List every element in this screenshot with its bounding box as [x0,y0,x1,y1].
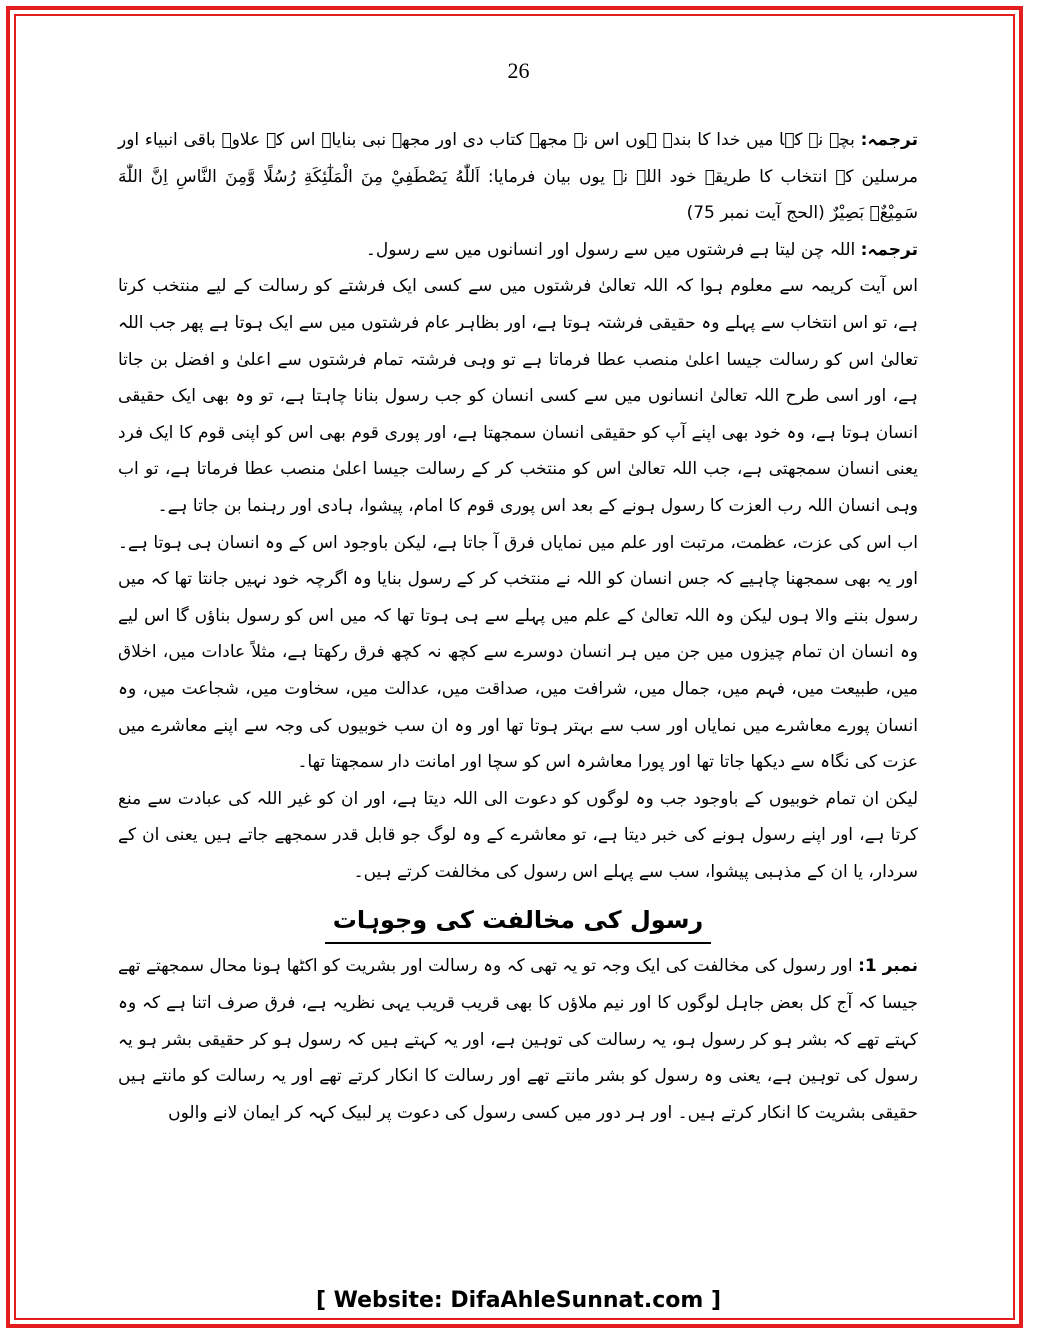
body-paragraph-3 [118,268,918,524]
paragraph-text: اب اس کی عزت، عظمت، مرتبت اور علم میں نمایاں فرق آ جاتا ہے، لیکن باوجود اس کے وہ انسان ہی ہوتا ہے۔ اور یہ بھی سمجھنا چاہیے کہ جس انسان کو اللہ نے منتخب کر کے رسول بنایا وہ اگرچہ خود نہیں جانتا تھا کہ میں رسول بننے والا ہوں لیکن وہ اللہ تعالیٰ کے علم میں پہلے سے ہی ہوتا تھا کہ میں اس کو رسول بناؤں گا اس لیے وہ انسان ان تمام چیزوں میں جن میں ہر انسان دوسرے سے کچھ نہ کچھ فرق رکھتا ہے، مثلاً عادات میں، اخلاق میں، طبیعت میں، فہم میں، جمال میں، شرافت میں، صداقت میں، عدالت میں، سخاوت میں، شجاعت میں، وہ انسان پورے معاشرے میں نمایاں اور سب سے بہتر ہوتا تھا اور وہ ان سب خوبیوں کی وجہ سے اپنے معاشرے میں عزت کی نگاہ سے دیکھا جاتا تھا اور پورا معاشرہ اس کو سچا اور امانت دار سمجھتا تھا۔ [118,532,918,773]
translation-label: ترجمہ: [860,239,918,260]
paragraph-text: اور رسول کی مخالفت کی ایک وجہ تو یہ تھی کہ وہ رسالت اور بشریت کو اکٹھا ہونا محال سمجھتے تھے جیسا کہ آج کل بعض جاہل لوگوں کا اور نیم ملاؤں کا بھی قریب قریب یہی نظریہ ہے، فرق صرف اتنا ہے کہ وہ کہتے تھے کہ بشر ہو کر رسول ہو، یہ رسالت کی توہین ہے، اور یہ کہتے ہیں کہ رسول ہو کر حقیقی بشر ہو یہ رسول کی توہین ہے، یعنی وہ رسول کو بشر مانتے تھے اور رسالت کا انکار کرتے تھے اور یہ رسالت کو مانتے ہیں حقیقی بشریت کا انکار کرتے ہیں۔ اور ہر دور میں کسی رسول کی دعوت پر لبیک کہہ کر ایمان لانے والوں [118,956,918,1123]
paragraph-text: اللہ چن لیتا ہے فرشتوں میں سے رسول اور انسانوں میں سے رسول۔ [365,239,861,260]
translation-paragraph-1 [118,122,918,232]
number-label: نمبر 1: [858,956,919,977]
section-heading: رسول کی مخالفت کی وجوہات [325,900,712,944]
translation-paragraph-2 [118,232,918,269]
website-footer: [ Website: DifaAhleSunnat.com ] [315,1288,722,1313]
body-paragraph-5 [118,781,918,891]
paragraph-text: اس آیت کریمہ سے معلوم ہوا کہ اللہ تعالیٰ فرشتوں میں سے کسی ایک فرشتے کو رسالت کے لیے منتخب کرتا ہے، تو اس انتخاب سے پہلے وہ حقیقی فرشتہ ہوتا ہے، اور بظاہر عام فرشتوں میں سے ایک ہوتا ہے پھر جب اللہ تعالیٰ اس کو رسالت جیسا اعلیٰ منصب عطا فرماتا ہے تو وہی فرشتہ تمام فرشتوں سے اعلیٰ و افضل بن جاتا ہے، اور اسی طرح اللہ تعالیٰ انسانوں میں سے کسی انسان کو جب رسول بنانا چاہتا ہے، تو وہ بھی ایک حقیقی انسان ہوتا ہے، وہ خود بھی اپنے آپ کو حقیقی انسان سمجھتا ہے، اور پوری قوم بھی اس کو اپنی قوم کا ایک فرد یعنی انسان سمجھتی ہے، جب اللہ تعالیٰ اس کو منتخب کر کے رسالت جیسا اعلیٰ منصب عطا فرماتا ہے، تو اب وہی انسان اللہ رب العزت کا رسول ہونے کے بعد اس پوری قوم کا امام، پیشوا، ہادی اور رہنما بن جاتا ہے۔ [118,276,918,516]
page-body [118,122,918,1131]
page-number: 26 [507,58,530,83]
translation-label: ترجمہ: [860,130,918,150]
section-heading-wrap [118,900,918,944]
paragraph-text: بچے نے کہا میں خدا کا بندہ ہوں اس نے مجھے کتاب دی اور مجھے نبی بنایا۔ اس کے علاوہ باقی انبیاء اور مرسلین کے انتخاب کا طریقہ خود اللہ نے یوں بیان فرمایا: اَللّٰهُ يَصْطَفِيْ مِنَ الْمَلٰٓئِكَةِ رُسُلًا وَّمِنَ النَّاسِ اِنَّ اللّٰهَ سَمِيْعٌۢ بَصِيْرٌ (الحج آیت نمبر 75) [118,130,918,224]
section-paragraph-1 [118,948,918,1131]
body-paragraph-4 [118,525,918,781]
paragraph-text: لیکن ان تمام خوبیوں کے باوجود جب وہ لوگوں کو دعوت الی اللہ دیتا ہے، اور ان کو غیر اللہ کی عبادت سے منع کرتا ہے، اور اپنے رسول ہونے کی خبر دیتا ہے، تو معاشرے کے وہ لوگ جو قابل قدر سمجھے جاتے ہیں یعنی ان کے سردار، یا ان کے مذہبی پیشوا، سب سے پہلے اس رسول کی مخالفت کرتے ہیں۔ [118,788,918,882]
